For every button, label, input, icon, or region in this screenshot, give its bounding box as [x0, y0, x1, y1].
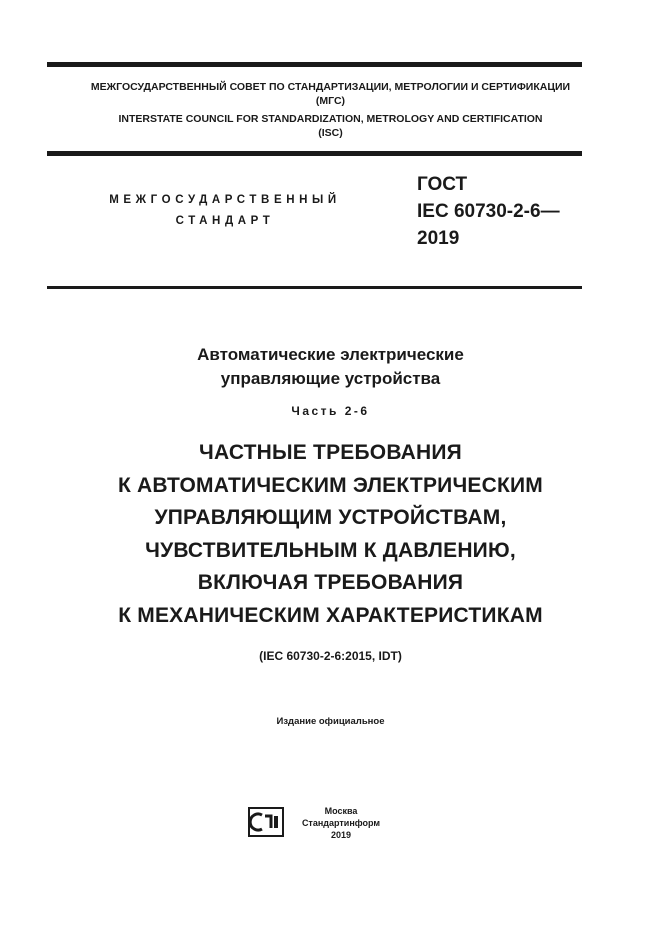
designation-line2: IEC 60730-2-6—: [417, 201, 560, 222]
designation-line1: ГОСТ: [417, 174, 468, 195]
main-title-line: К АВТОМАТИЧЕСКИМ ЭЛЕКТРИЧЕСКИМ: [117, 473, 543, 497]
council-en-line1: INTERSTATE COUNCIL FOR STANDARDIZATION, METROLOGY AND CERTIFICATION: [118, 113, 543, 125]
main-title-line: ВКЛЮЧАЯ ТРЕБОВАНИЯ: [197, 571, 464, 594]
council-en-abbr: (ISC): [318, 127, 343, 139]
council-ru-line1: МЕЖГОСУДАРСТВЕННЫЙ СОВЕТ ПО СТАНДАРТИЗАЦИИ, МЕТРОЛОГИИ И СЕРТИФИКАЦИИ: [90, 81, 571, 93]
main-title: [0, 437, 661, 632]
main-title-line: ЧАСТНЫЕ ТРЕБОВАНИЯ: [199, 441, 462, 464]
standard-type: [95, 190, 355, 232]
council-rule: [47, 151, 582, 156]
main-title-line: УПРАВЛЯЮЩИМ УСТРОЙСТВАМ,: [154, 506, 507, 529]
designation-line3: 2019: [417, 228, 460, 249]
header-rule: [47, 286, 582, 289]
part-number: Часть 2-6: [291, 404, 370, 418]
standard-type-line1: МЕЖГОСУДАРСТВЕННЫЙ: [109, 194, 341, 206]
main-title-line: ЧУВСТВИТЕЛЬНЫМ К ДАВЛЕНИЮ,: [145, 538, 516, 562]
council-ru-abbr: (МГС): [315, 95, 346, 107]
title-line2: управляющие устройства: [220, 369, 441, 388]
edition-label: Издание официальное: [276, 716, 385, 727]
publisher-name: Стандартинформ: [301, 818, 381, 828]
standartinform-logo-icon: [248, 807, 284, 837]
publisher-year: 2019: [330, 830, 352, 840]
designation: [417, 171, 560, 252]
publisher-city: Москва: [324, 806, 358, 816]
top-rule: [47, 62, 582, 67]
standard-type-line2: СТАНДАРТ: [175, 215, 275, 227]
title-line1: Автоматические электрические: [197, 345, 464, 364]
publisher: [296, 805, 386, 841]
iec-reference: (IEC 60730-2-6:2015, IDT): [259, 649, 402, 663]
main-title-line: К МЕХАНИЧЕСКИМ ХАРАКТЕРИСТИКАМ: [118, 603, 543, 627]
